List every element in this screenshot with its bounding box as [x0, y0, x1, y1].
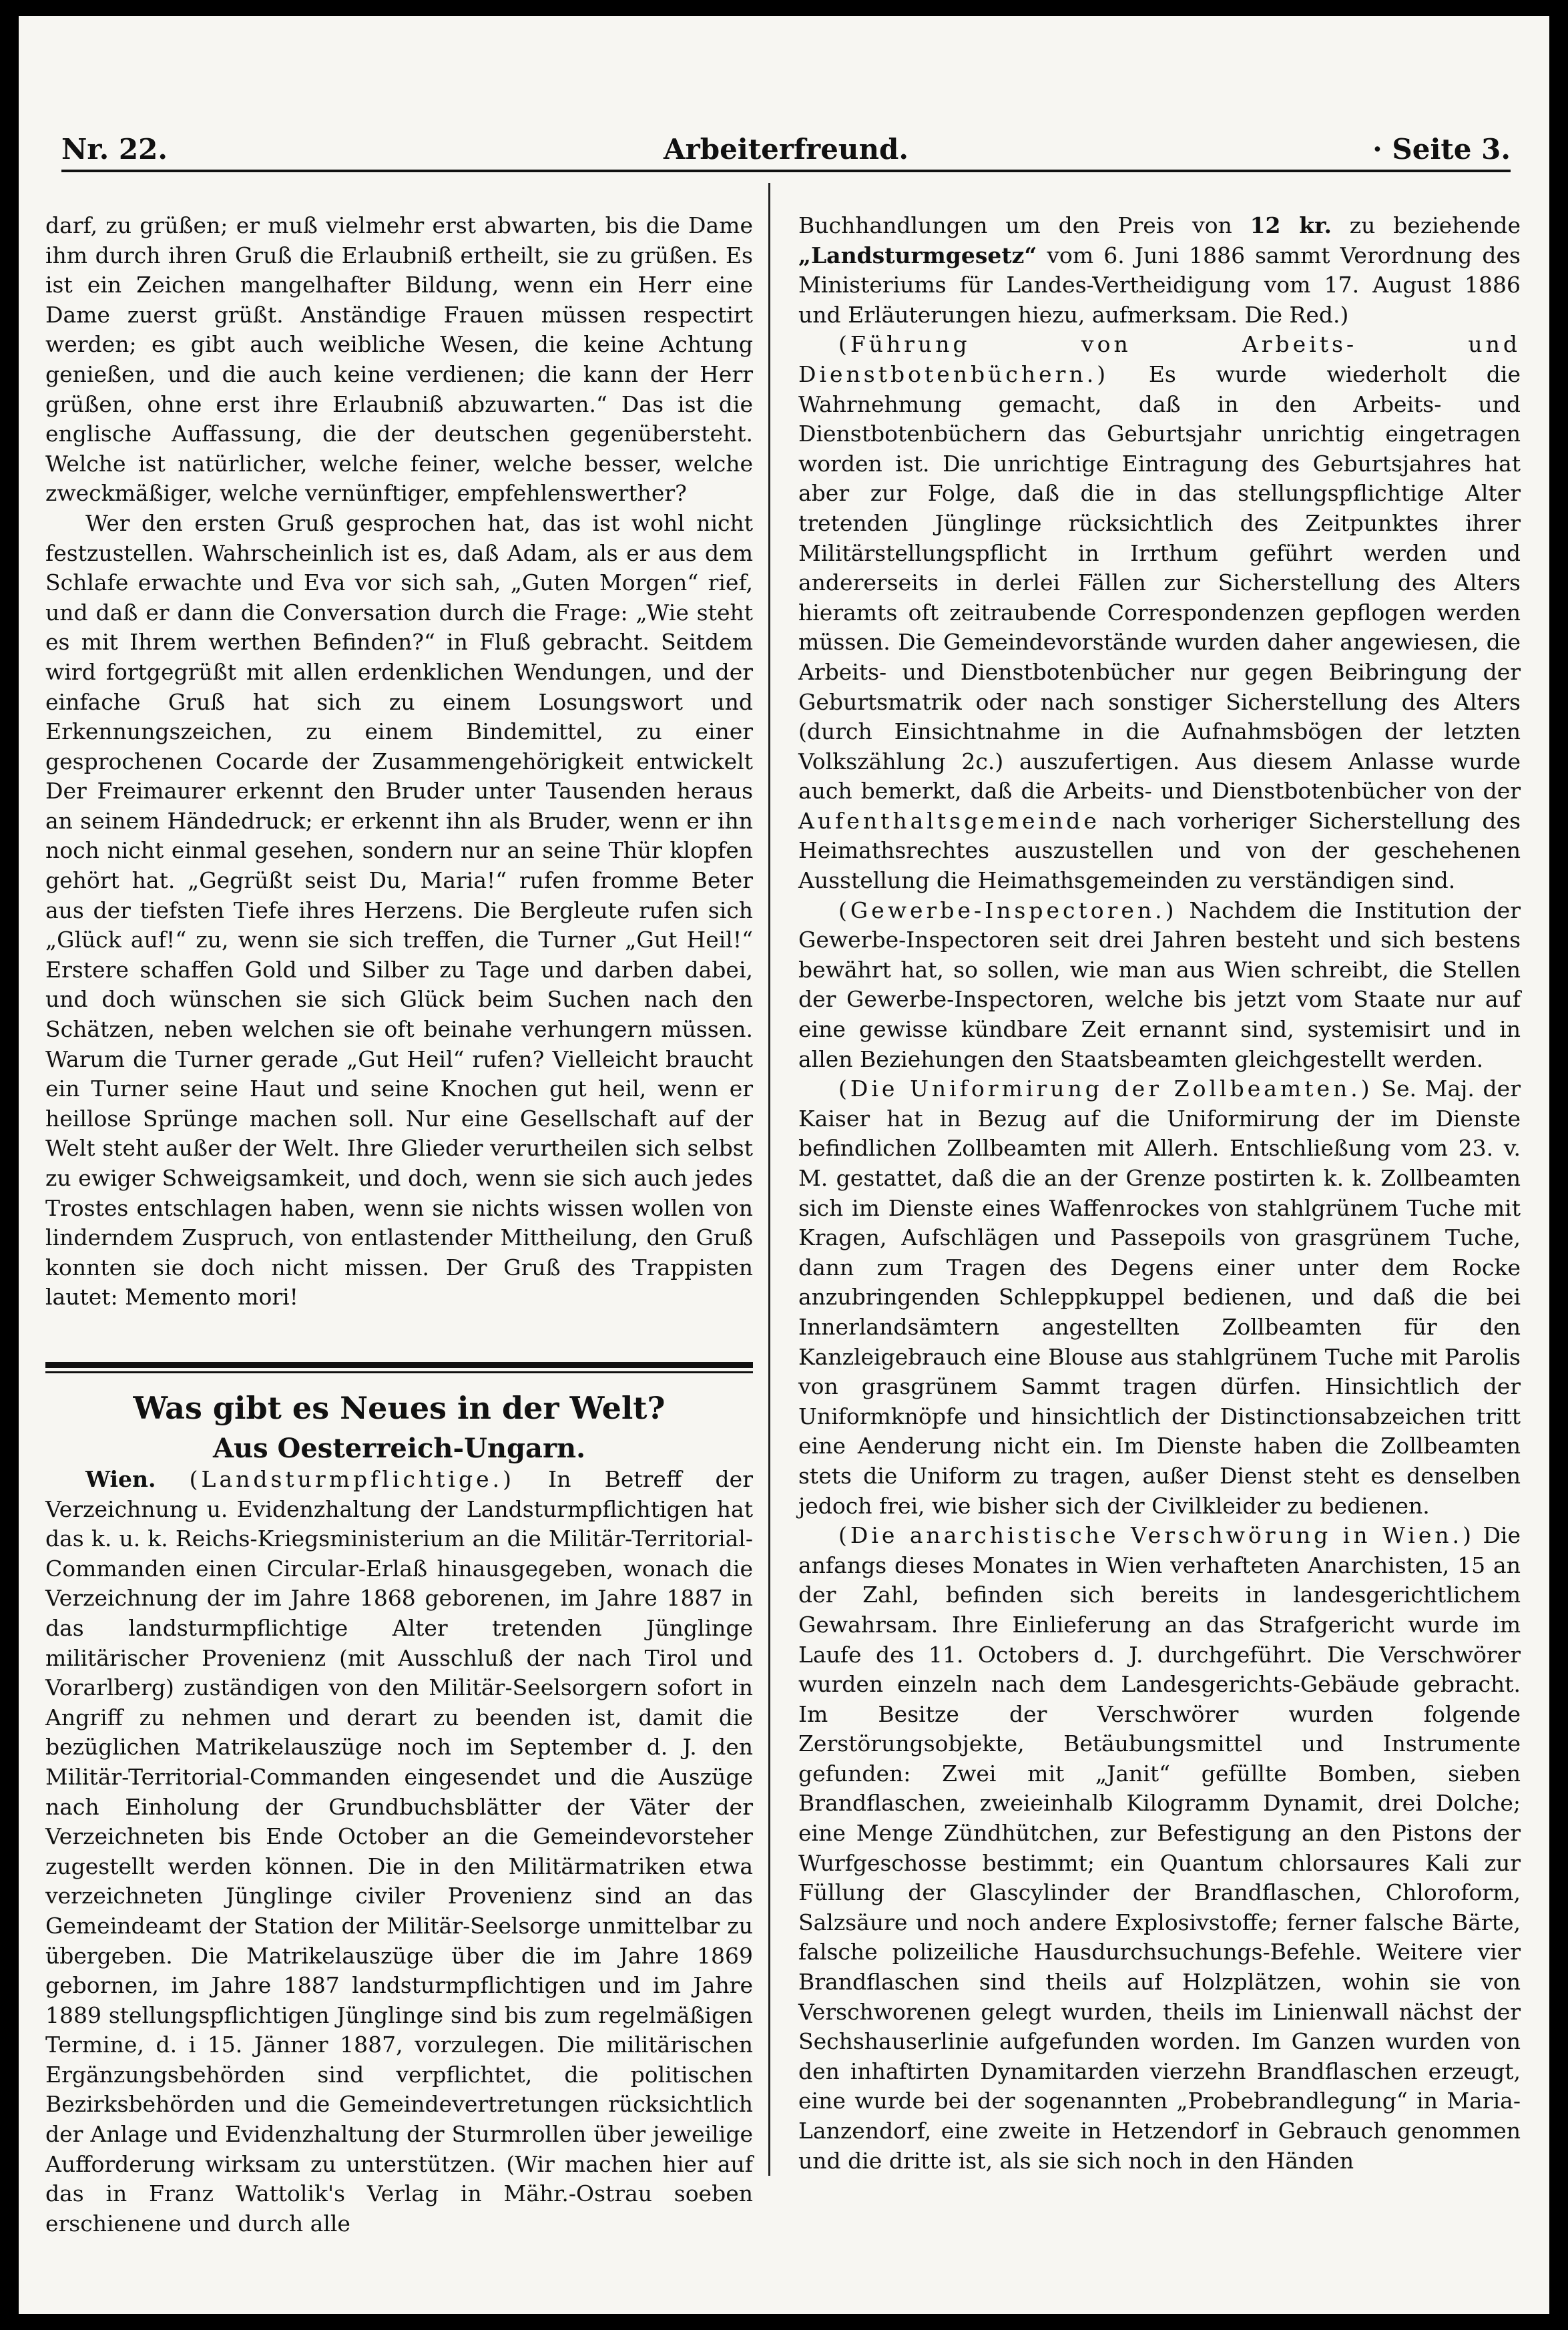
column-divider	[768, 183, 770, 2176]
right-p1-book-title: „Landsturmgesetz“	[798, 242, 1037, 268]
right-p1-text-a: Buchhandlungen um den Preis von	[798, 212, 1250, 238]
left-paragraph-2: Wer den ersten Gruß gesprochen hat, das ist wohl nicht festzustellen. Wahrscheinlich ist es, daß Adam, als er aus dem Schlafe erwachte und Eva vor sich sah, „Guten Morgen“ rief, und daß er dann die Conversation durch die Frage: „Wie steht es mit Ihrem werthen Befinden?“ in Fluß gebracht. Seitdem wird fortgegrüßt mit allen erdenklichen Wendungen, und der einfache Gruß hat sich zu einem Losungswort und Erkennungszeichen, zu einem Bindemittel, zu einer gesprochenen Cocarde der Zusammengehörigkeit entwickelt Der Freimaurer erkennt den Bruder unter Tausenden heraus an seinem Händedruck; er erkennt ihn als Bruder, wenn er ihn noch nicht einmal gesehen, sondern nur an seine Thür klopfen gehört hat. „Gegrüßt seist Du, Maria!“ rufen fromme Beter aus der tiefsten Tiefe ihres Herzens. Die Bergleute rufen sich „Glück auf!“ zu, wenn sie sich treffen, die Turner „Gut Heil!“ Erstere schaffen Gold und Silber zu Tage und darben dabei, und doch wünschen sie sich Glück beim Suchen nach den Schätzen, neben welchen sie oft beinahe verhungern müssen. Warum die Turner gerade „Gut Heil“ rufen? Vielleicht braucht ein Turner seine Haut und seine Knochen gut heil, wenn er heillose Sprünge machen soll. Nur eine Gesellschaft auf der Welt steht außer der Welt. Ihre Glieder verurtheilen sich selbst zu ewiger Schweigsamkeit, und doch, wenn sie sich auch jedes Trostes entschlagen haben, wenn sie nichts wissen wollen von linderndem Zuspruch, von entlastender Mittheilung, den Gruß konnten sie doch nicht missen. Der Gruß des Trappisten lautet: Memento mori!	[45, 509, 753, 1311]
article-gewerbe-text: Nachdem die Institution der Gewerbe-Inspectoren seit drei Jahren besteht und sich bestens bewährt hat, so sollen, wie man aus Wien schreibt, die Stellen der Gewerbe-Inspectoren, welche bis jetzt vom Staate nur auf eine gewisse kündbare Zeit ernannt sind, systemisirt und in allen Beziehungen den Staatsbeamten gleichgestellt werden.	[798, 897, 1521, 1072]
page-number: · Seite 3.	[1372, 133, 1511, 166]
left-column	[45, 211, 753, 1313]
article-arbeitsbuecher	[798, 330, 1521, 895]
article-arbeitsbuecher-emphasis: Aufenthaltsgemeinde	[798, 807, 1100, 834]
article-anarchisten	[798, 1521, 1521, 2176]
masthead-title: Arbeiterfreund.	[664, 133, 908, 166]
newspaper-page	[19, 16, 1549, 2314]
section-headline: Was gibt es Neues in der Welt?	[133, 1390, 666, 1426]
article-wien-place: Wien.	[85, 1466, 156, 1492]
left-column-news	[45, 1465, 753, 2239]
right-p1-text-b: zu beziehende	[1332, 212, 1521, 238]
article-zollbeamten-tag: (Die Uniformirung der Zollbeamten.)	[838, 1076, 1373, 1102]
article-zollbeamten-text: Se. Maj. der Kaiser hat in Bezug auf die Uniformirung der im Dienste befindlichen Zollbeamten mit Allerh. Entschließung vom 23. v. M. gestattet, daß die an der Grenze postirten k. k. Zollbeamten sich im Dienste eines Waffenrockes von stahlgrünem Tuche mit Kragen, Aufschlägen und Passepoils von grasgrünem Tuche, dann zum Tragen des Degens einer unter dem Rocke anzubringenden Schleppkuppel bedienen, und daß die bei Innerlandsämtern angestellten Zollbeamten für den Kanzleigebrauch eine Blouse aus stahlgrünem Tuche mit Parolis von grasgrünem Sammt tragen dürfen. Hinsichtlich der Uniformknöpfe und hinsichtlich der Distinctionsabzeichen tritt eine Aenderung nicht ein. Im Dienste haben die Zollbeamten stets die Uniform zu tragen, außer Dienst steht es denselben jedoch frei, wie bisher sich der Civilkleider zu bedienen.	[798, 1076, 1521, 1519]
article-anarchisten-tag: (Die anarchistische Verschwörung in Wien.)	[838, 1522, 1475, 1549]
article-gewerbe-tag: (Gewerbe-Inspectoren.)	[838, 897, 1178, 923]
right-paragraph-1	[798, 211, 1521, 330]
right-column	[798, 211, 1521, 2176]
article-wien-tag: (Landsturmpflichtige.)	[189, 1466, 515, 1492]
section-rule	[45, 1362, 753, 1373]
issue-number: Nr. 22.	[61, 133, 168, 166]
page-header	[61, 128, 1511, 172]
article-arbeitsbuecher-tag: (Führung von Arbeits- und Dienstbotenbüchern.)	[798, 331, 1521, 387]
right-p1-price: 12 kr.	[1250, 212, 1332, 238]
article-arbeitsbuecher-end: nach vorheriger Sicherstellung des Heimathsrechtes auszustellen und von der geschehenen Ausstellung die Heimathsgemeinden zu verständigen sind.	[798, 807, 1521, 894]
article-wien	[45, 1465, 753, 2239]
article-wien-text: In Betreff der Verzeichnung u. Evidenzhaltung der Landsturmpflichtigen hat das k. u. k. Reichs-Kriegsministerium an die Militär-Territorial-Commanden einen Circular-Erlaß hinausgegeben, wonach die Verzeichnung der im Jahre 1868 geborenen, im Jahre 1887 in das landsturmpflichtige Alter tretenden Jünglinge militärischer Provenienz (mit Ausschluß der nach Tirol und Vorarlberg) zuständigen von den Militär-Seelsorgern sofort in Angriff zu nehmen und derart zu beenden ist, damit die bezüglichen Matrikelauszüge noch im September d. J. den Militär-Territorial-Commanden eingesendet und die Auszüge nach Einholung der Grundbuchsblätter der Väter der Verzeichneten bis Ende October an die Gemeindevorsteher zugestellt werden können. Die in den Militärmatriken etwa verzeichneten Jünglinge civiler Provenienz sind an das Gemeindeamt der Station der Militär-Seelsorge unmittelbar zu übergeben. Die Matrikelauszüge über die im Jahre 1869 gebornen, im Jahre 1887 landsturmpflichtigen und im Jahre 1889 stellungspflichtigen Jünglinge sind bis zum regelmäßigen Termine, d. i 15. Jänner 1887, vorzulegen. Die militärischen Ergänzungsbehörden sind verpflichtet, die politischen Bezirksbehörden und die Gemeindevertretungen rücksichtlich der Anlage und Evidenzhaltung der Sturmrollen über jeweilige Aufforderung wirksam zu unterstützen. (Wir machen hier auf das in Franz Wattolik's Verlag in Mähr.-Ostrau soeben erschienene und durch alle	[45, 1466, 753, 2237]
left-paragraph-1: darf, zu grüßen; er muß vielmehr erst abwarten, bis die Dame ihm durch ihren Gruß die Erlaubniß ertheilt, sie zu grüßen. Es ist ein Zeichen mangelhafter Bildung, wenn ein Herr eine Dame zuerst grüßt. Anständige Frauen müssen respectirt werden; es gibt auch weibliche Wesen, die keine Achtung genießen, und die auch keine verdienen; die kann der Herr grüßen, ohne erst ihre Erlaubniß abzuwarten.“ Das ist die englische Auffassung, die der deutschen gegenübersteht. Welche ist natürlicher, welche feiner, welche besser, welche zweckmäßiger, welche vernünftiger, empfehlenswerther?	[45, 212, 753, 507]
article-gewerbe	[798, 896, 1521, 1075]
article-zollbeamten	[798, 1074, 1521, 1521]
article-arbeitsbuecher-text: Es wurde wiederholt die Wahrnehmung gemacht, daß in den Arbeits- und Dienstbotenbüchern das Geburtsjahr unrichtig eingetragen worden ist. Die unrichtige Eintragung des Geburtsjahres hat aber zur Folge, daß die in das stellungspflichtige Alter tretenden Jünglinge rücksichtlich des Zeitpunktes ihrer Militärstellungspflicht in Irrthum geführt werden und andererseits in derlei Fällen zur Sicherstellung des Alters hieramts oft zeitraubende Correspondenzen gepflogen werden müssen. Die Gemeindevorstände wurden daher angewiesen, die Arbeits- und Dienstbotenbücher nur gegen Beibringung der Geburtsmatrik oder nach sonstiger Sicherstellung des Alters (durch Einsichtnahme in die Aufnahmsbögen der letzten Volkszählung 2c.) auszufertigen. Aus diesem Anlasse wurde auch bemerkt, daß die Arbeits- und Dienstbotenbücher von der	[798, 361, 1521, 804]
section-subhead: Aus Oesterreich-Ungarn.	[212, 1433, 586, 1464]
right-p1-text-c: vom 6. Juni 1886 sammt Verordnung des Ministeriums für Landes-Vertheidigung vom 17. August 1886 und Erläuterungen hiezu, aufmerksam. Die Red.)	[798, 242, 1521, 328]
article-anarchisten-text: Die anfangs dieses Monates in Wien verhafteten Anarchisten, 15 an der Zahl, befinden sich bereits in landesgerichtlichem Gewahrsam. Ihre Einlieferung an das Strafgericht wurde im Laufe des 11. Octobers d. J. durchgeführt. Die Verschwörer wurden einzeln nach dem Landesgerichts-Gebäude gebracht. Im Besitze der Verschwörer wurden folgende Zerstörungsobjekte, Betäubungsmittel und Instrumente gefunden: Zwei mit „Janit“ gefüllte Bomben, sieben Brandflaschen, zweieinhalb Kilogramm Dynamit, drei Dolche; eine Menge Zündhütchen, zur Befestigung an den Pistons der Wurfgeschosse bestimmt; ein Quantum chlorsaures Kali zur Füllung der Glascylinder der Brandflaschen, Chloroform, Salzsäure und noch andere Explosivstoffe; ferner falsche Bärte, falsche polizeiliche Hausdurchsuchungs-Befehle. Weitere vier Brandflaschen sind theils auf Holzplätzen, wohin sie von Verschworenen gelegt wurden, theils im Linienwall nächst der Sechshauserlinie aufgefunden worden. Im Ganzen wurden von den inhaftirten Dynamitarden vierzehn Brandflaschen erzeugt, eine wurde bei der sogenannten „Probebrandlegung“ in Maria-Lanzendorf, eine zweite in Hetzendorf in Gebrauch genommen und die dritte ist, als sie sich noch in den Händen	[798, 1522, 1521, 2174]
